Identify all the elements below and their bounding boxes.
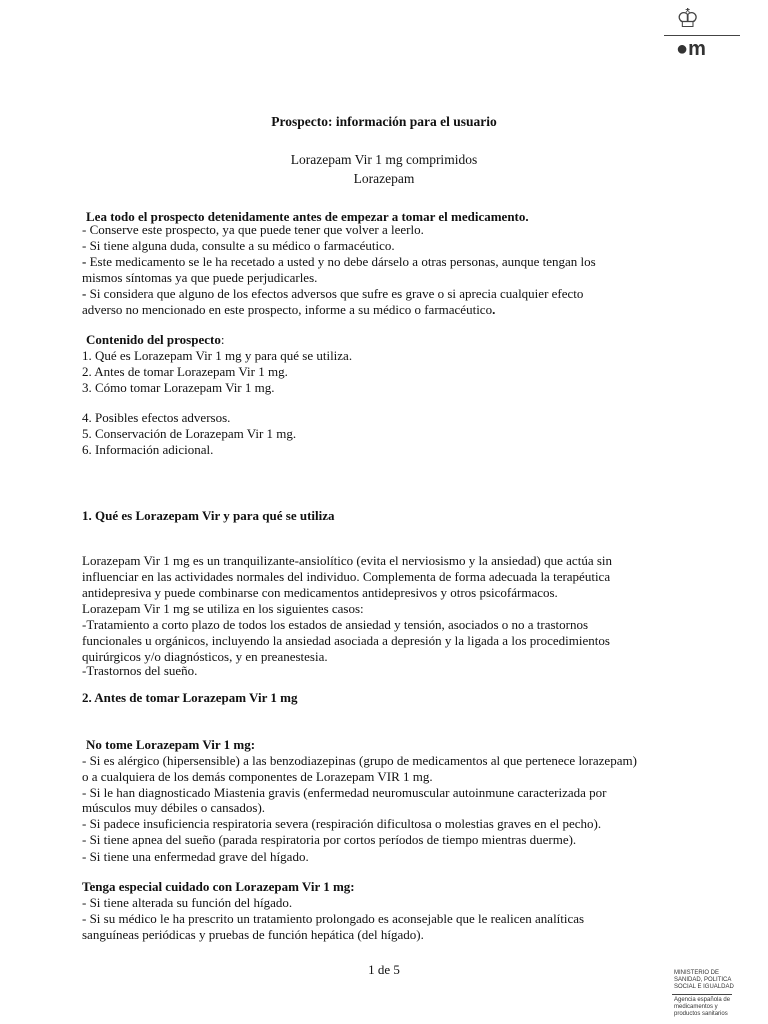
- intro-line: mismos síntomas ya que puede perjudicarles.: [82, 270, 318, 285]
- ministry-text: MINISTERIO DE: [674, 970, 720, 976]
- section1-line: -Tratamiento a corto plazo de todos los estados de ansiedad y tensión, asociados o no a trastornos: [82, 617, 589, 632]
- intro-text: Si considera que alguno de los efectos adversos que sufre es grave o si aprecia cualquier efecto: [86, 286, 584, 301]
- intro-text: Este medicamento se le ha recetado a usted y no debe dárselo a otras personas, aunque tengan los: [86, 254, 596, 269]
- page-title: Prospecto: información para el usuario: [271, 114, 497, 129]
- contents-heading-line: [86, 332, 224, 348]
- ministry-text: SANIDAD, POLITICA: [674, 977, 732, 983]
- cuidado-heading: Tenga especial cuidado con Lorazepam Vir 1 mg:: [82, 879, 355, 894]
- no-tome-line: - Si es alérgico (hipersensible) a las benzodiazepinas (grupo de medicamentos al que pertenece lorazepam): [82, 753, 637, 768]
- ministry-text: SOCIAL E IGUALDAD: [674, 984, 734, 990]
- dash: -: [82, 286, 87, 301]
- aem-logo: ●m: [676, 38, 706, 60]
- section1-heading: 1. Qué es Lorazepam Vir y para qué se utiliza: [82, 508, 335, 523]
- no-tome-line: - Si padece insuficiencia respiratoria severa (respiración dificultosa o molestias graves en el pecho).: [82, 816, 602, 831]
- intro-line: - Conserve este prospecto, ya que puede tener que volver a leerlo.: [82, 222, 424, 237]
- agency-text: productos sanitarios: [674, 1011, 728, 1017]
- cuidado-line: - Si su médico le ha prescrito un tratamiento prolongado es aconsejable que le realicen analíticas: [82, 911, 585, 926]
- section1-line: antidepresiva y puede combinarse con medicamentos antidepresivos y otros psicofármacos.: [82, 585, 558, 600]
- intro-heading: Lea todo el prospecto detenidamente antes de empezar a tomar el medicamento.: [86, 209, 529, 224]
- section1-line: -Trastornos del sueño.: [82, 663, 198, 678]
- cuidado-line: - Si tiene alterada su función del hígado.: [82, 895, 293, 910]
- intro-text: adverso no mencionado en este prospecto, informe a su médico o farmacéutico: [82, 302, 493, 317]
- section2-heading: 2. Antes de tomar Lorazepam Vir 1 mg: [82, 690, 298, 705]
- contents-item: 4. Posibles efectos adversos.: [82, 410, 231, 425]
- section1-line: Lorazepam Vir 1 mg es un tranquilizante-ansiolítico (evita el nerviosismo y la ansiedad) que actúa sin: [82, 553, 613, 568]
- contents-heading: Contenido del prospecto: [86, 332, 221, 347]
- coat-of-arms-logo: ♔: [676, 4, 700, 33]
- contents-item: 3. Cómo tomar Lorazepam Vir 1 mg.: [82, 380, 275, 395]
- inn-name: Lorazepam: [353, 171, 415, 186]
- page-number: 1 de 5: [368, 962, 400, 977]
- footer-rule: [672, 994, 732, 995]
- agency-text: medicamentos y: [674, 1004, 718, 1010]
- no-tome-line: - Si tiene una enfermedad grave del hígado.: [82, 849, 309, 864]
- no-tome-line: músculos muy débiles o cansados).: [82, 800, 266, 815]
- agency-text: Agencia española de: [674, 997, 731, 1003]
- no-tome-line: - Si le han diagnosticado Miastenia gravis (enfermedad neuromuscular autoinmune caracterizada por: [82, 785, 607, 800]
- section1-line: Lorazepam Vir 1 mg se utiliza en los siguientes casos:: [82, 601, 364, 616]
- contents-item: 6. Información adicional.: [82, 442, 214, 457]
- no-tome-heading: No tome Lorazepam Vir 1 mg:: [86, 737, 256, 752]
- section1-line: influenciar en las actividades normales del individuo. Complementa de forma adecuada la terapéutica: [82, 569, 611, 584]
- contents-item: 5. Conservación de Lorazepam Vir 1 mg.: [82, 426, 297, 441]
- section1-line: quirúrgicos y/o diagnósticos, y en preanestesia.: [82, 649, 328, 664]
- drug-name: Lorazepam Vir 1 mg comprimidos: [290, 152, 478, 167]
- intro-line: [82, 286, 583, 302]
- no-tome-line: - Si tiene apnea del sueño (parada respiratoria por cortos períodos de tiempo mientras duerme).: [82, 832, 577, 847]
- no-tome-line: o a cualquiera de los demás componentes de Lorazepam VIR 1 mg.: [82, 769, 433, 784]
- intro-line: [82, 302, 495, 318]
- dash: -: [82, 254, 87, 269]
- contents-item: 2. Antes de tomar Lorazepam Vir 1 mg.: [82, 364, 288, 379]
- cuidado-line: sanguíneas periódicas y pruebas de función hepática (del hígado).: [82, 927, 424, 942]
- section1-line: funcionales u orgánicos, incluyendo la ansiedad asociada a depresión y la ligada a los procedimientos: [82, 633, 610, 648]
- colon: :: [220, 332, 225, 347]
- header-rule: [664, 35, 740, 36]
- period: .: [492, 302, 496, 317]
- contents-item: 1. Qué es Lorazepam Vir 1 mg y para qué se utiliza.: [82, 348, 353, 363]
- intro-line: [82, 254, 596, 270]
- intro-line: - Si tiene alguna duda, consulte a su médico o farmacéutico.: [82, 238, 395, 253]
